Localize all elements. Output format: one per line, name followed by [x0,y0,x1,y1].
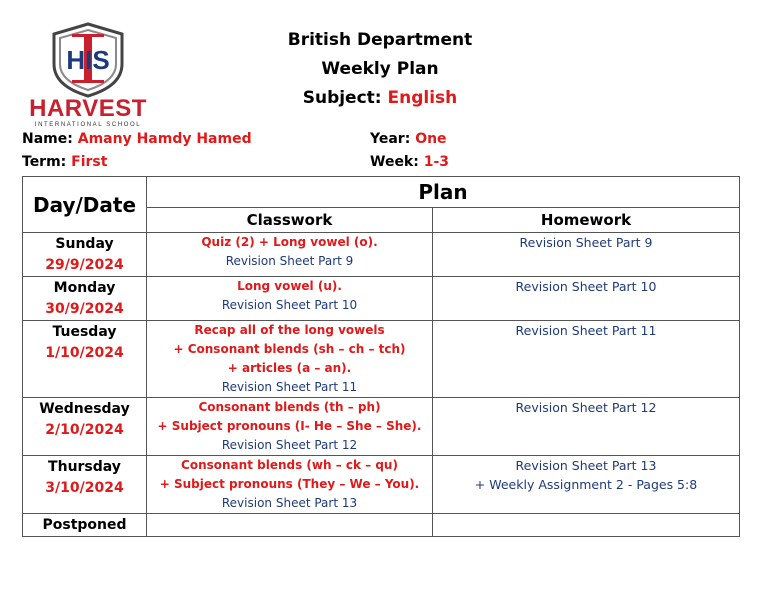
homework-header: Homework [433,208,740,233]
day-cell [23,321,147,398]
classwork-cell [147,233,433,277]
classwork-revision: Revision Sheet Part 11 [221,380,358,394]
table-row [23,456,740,514]
homework-line: + Weekly Assignment 2 - Pages 5:8 [474,477,698,492]
classwork-revision: Revision Sheet Part 10 [221,298,358,312]
week-value: 1-3 [423,154,450,170]
week-line [370,154,449,170]
plan-header: Plan [147,177,740,208]
classwork-cell [147,321,433,398]
shield-crest-icon [48,22,128,98]
day-date-header: Day/Date [23,177,147,233]
classwork-cell [147,398,433,456]
subject-label: Subject: [302,88,382,108]
weekly-plan-table [22,176,740,537]
homework-line: Revision Sheet Part 13 [515,458,657,473]
table-row [23,398,740,456]
homework-cell [433,277,740,321]
homework-cell [433,398,740,456]
homework-line: Revision Sheet Part 9 [519,235,653,250]
postponed-label: Postponed [23,514,147,537]
day-date: 29/9/2024 [45,257,124,273]
day-date: 1/10/2024 [45,345,124,361]
postponed-homework-cell [433,514,740,537]
classwork-header: Classwork [147,208,433,233]
classwork-cell [147,456,433,514]
classwork-line: Long vowel (u). [237,279,342,293]
table-row [23,321,740,398]
classwork-revision: Revision Sheet Part 13 [221,496,358,510]
classwork-line: Consonant blends (wh – ck – qu) [181,458,398,472]
department-title: British Department [287,30,473,50]
classwork-line: + Consonant blends (sh – ch – tch) [173,342,406,356]
table-row [23,233,740,277]
day-name: Wednesday [39,401,130,417]
logo-letters: HIS [66,45,110,75]
name-value: Amany Hamdy Hamed [77,131,252,147]
table-row [23,277,740,321]
year-label: Year: [370,131,411,147]
homework-cell [433,233,740,277]
term-label: Term: [22,154,67,170]
name-label: Name: [22,131,73,147]
year-value: One [415,131,447,147]
day-date: 3/10/2024 [45,480,124,496]
homework-line: Revision Sheet Part 12 [515,400,657,415]
subject-value: English [387,88,458,108]
day-cell [23,398,147,456]
day-name: Tuesday [52,324,117,340]
homework-cell [433,321,740,398]
day-date: 30/9/2024 [45,301,124,317]
homework-line: Revision Sheet Part 11 [515,323,657,338]
day-name: Thursday [48,459,121,475]
term-line [22,154,107,170]
classwork-line: Recap all of the long vowels [194,323,385,337]
classwork-line: + Subject pronouns (They – We – You). [159,477,420,491]
postponed-classwork-cell [147,514,433,537]
day-name: Sunday [55,236,114,252]
classwork-line: Quiz (2) + Long vowel (o). [201,235,378,249]
classwork-revision: Revision Sheet Part 12 [221,438,358,452]
day-cell [23,233,147,277]
plan-title: Weekly Plan [321,59,439,79]
name-line [22,131,252,147]
table-row-postponed [23,514,740,537]
classwork-revision: Revision Sheet Part 9 [225,254,354,268]
week-label: Week: [370,154,419,170]
year-line [370,131,447,147]
day-cell [23,456,147,514]
logo-subtitle: INTERNATIONAL SCHOOL [34,122,142,128]
day-date: 2/10/2024 [45,422,124,438]
term-value: First [71,154,108,170]
day-cell [23,277,147,321]
homework-line: Revision Sheet Part 10 [515,279,657,294]
subject-line [240,88,520,108]
classwork-line: + Subject pronouns (I- He – She – She). [157,419,422,433]
logo-brand-text: HARVEST [29,95,147,122]
day-name: Monday [53,280,116,296]
classwork-line: Consonant blends (th – ph) [198,400,381,414]
homework-cell [433,456,740,514]
classwork-line: + articles (a – an). [227,361,352,375]
school-logo [24,22,152,126]
classwork-cell [147,277,433,321]
